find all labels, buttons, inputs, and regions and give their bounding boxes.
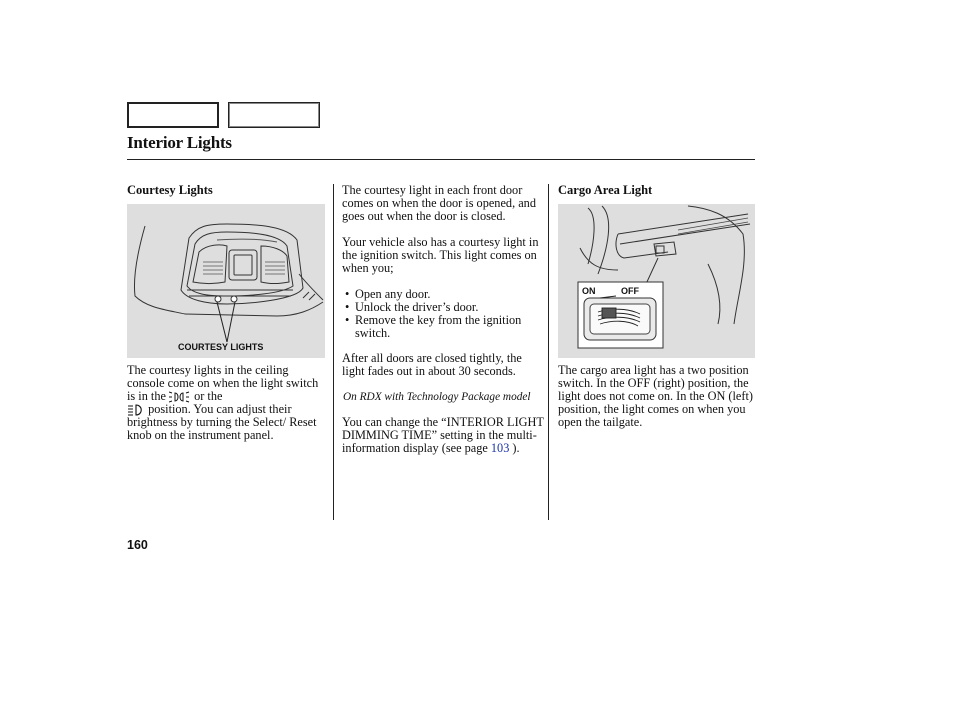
courtesy-lights-figure (127, 204, 325, 358)
column-divider-2 (548, 184, 549, 520)
ceiling-console-illustration (127, 204, 325, 358)
ignition-courtesy-text: Your vehicle also has a courtesy light in the ignition switch. This light comes on when you; (342, 235, 539, 275)
list-item: • Unlock the driver’s door. (342, 301, 544, 314)
title-divider (127, 159, 755, 160)
cargo-area-light-heading: Cargo Area Light (558, 183, 653, 197)
list-item: • Open any door. (342, 288, 544, 301)
fade-out-text: After all doors are closed tightly, the light fades out in about 30 seconds. (342, 351, 522, 378)
page-reference-link[interactable]: 103 (490, 440, 510, 455)
courtesy-lights-label: COURTESY LIGHTS (178, 342, 264, 352)
nav-tab-2[interactable] (228, 102, 320, 128)
page-title: Interior Lights (127, 133, 232, 152)
front-door-courtesy-text: The courtesy light in each front door comes on when the door is opened, and goes out when the door is closed. (342, 183, 536, 223)
cargo-light-illustration (558, 204, 755, 358)
model-note: On RDX with Technology Package model (343, 391, 531, 403)
cargo-light-figure (558, 204, 755, 358)
switch-off-label: OFF (621, 286, 639, 296)
page-number: 160 (127, 538, 148, 552)
list-item: • Remove the key from the ignition switch. (342, 314, 544, 340)
switch-on-label: ON (582, 286, 596, 296)
column-divider-1 (333, 184, 334, 520)
dimming-time-text: You can change the “INTERIOR LIGHT DIMMING TIME” setting in the multi-information display (see page 103 ). (342, 415, 544, 455)
nav-tab-1[interactable] (127, 102, 219, 128)
courtesy-lights-heading: Courtesy Lights (127, 183, 213, 197)
courtesy-lights-description: The courtesy lights in the ceiling console come on when the light switch is in the or the position. You can adjust their brightness by turning the Select/ Reset knob on the instrument panel. (127, 363, 319, 443)
cargo-light-description: The cargo area light has a two position switch. In the OFF (right) position, the light does not come on. In the ON (left) position, the light comes on when you open the tailgate. (558, 363, 753, 429)
courtesy-light-conditions-list (342, 288, 544, 340)
